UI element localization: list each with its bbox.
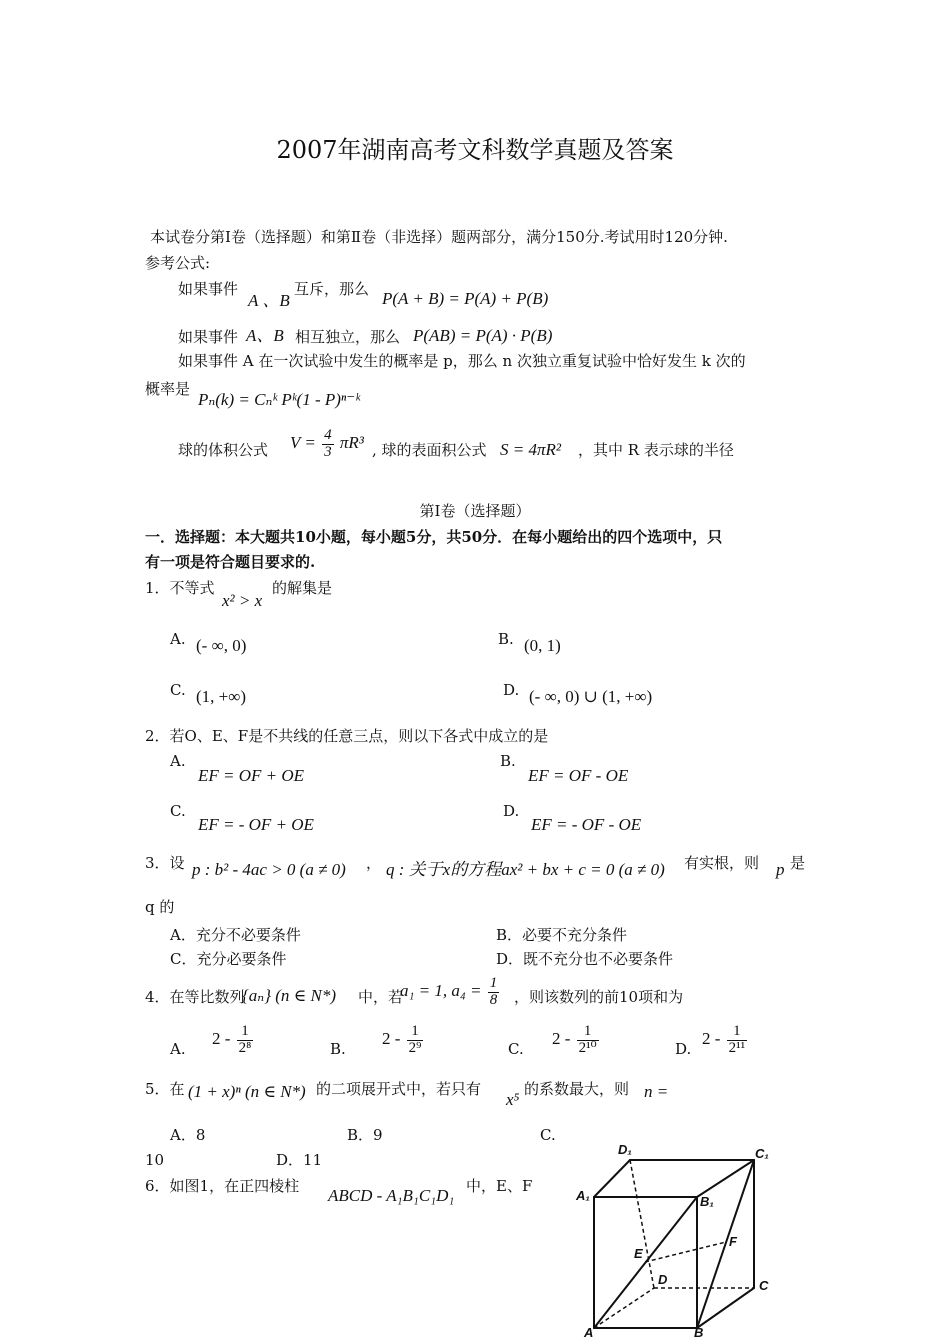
q4-option-b-fraction <box>407 1024 424 1057</box>
q2-option-d-label: D. <box>503 802 520 820</box>
label-b: B <box>694 1325 704 1338</box>
q4-stem: 4．在等比数列 <box>145 988 245 1006</box>
q4-option-c <box>552 1024 601 1057</box>
q4-option-c-fraction <box>577 1024 599 1057</box>
q1-option-c: (1, +∞) <box>196 687 247 706</box>
q4-tail: ，则该数列的前10项和为 <box>514 988 684 1006</box>
fraction-numerator: 4 <box>324 427 332 443</box>
q4-option-c-label: C. <box>508 1040 524 1058</box>
q5-x5: x⁵ <box>506 1090 520 1109</box>
fraction-denominator: 8 <box>489 991 498 1008</box>
q1-option-b-label: B. <box>498 630 514 648</box>
q3-tail: 有实根，则 <box>684 854 760 872</box>
formula3-text: 如果事件 A 在一次试验中发生的概率是 p，那么 n 次独立重复试验中恰好发生 k 次的 <box>178 352 746 370</box>
q4-mid: 中，若 <box>358 988 404 1006</box>
formula4-prefix: 球的体积公式 <box>178 441 269 459</box>
q6-tail: 中，E、F <box>466 1177 533 1195</box>
q2-option-d: EF = - OF - OE <box>531 815 642 834</box>
label-c1: C₁ <box>755 1146 769 1161</box>
section-instructions-line2: 有一项是符合题目要求的. <box>145 553 316 571</box>
q4-option-a-pre: 2 - <box>212 1029 231 1049</box>
q4-condition <box>400 976 501 1009</box>
q1-math: x² > x <box>222 591 263 610</box>
fraction-denominator: 3 <box>324 443 332 460</box>
q4-option-b <box>382 1024 425 1057</box>
q3-option-c: C．充分必要条件 <box>170 950 287 968</box>
intro-line2: 参考公式: <box>145 254 211 272</box>
label-d1: D₁ <box>618 1142 632 1157</box>
q1-option-a-label: A. <box>170 630 186 648</box>
sphere-volume-lhs: V = <box>290 433 316 453</box>
section-instructions-line1: 一．选择题：本大题共10小题，每小题5分，共50分．在每小题给出的四个选项中，只 <box>145 528 723 546</box>
q4-option-a <box>212 1024 255 1057</box>
sphere-surface: S = 4πR² <box>500 440 561 459</box>
q2-option-c: EF = - OF + OE <box>198 815 314 834</box>
formula4-suffix: ，其中 R 表示球的半径 <box>578 441 734 459</box>
q1-option-d: (- ∞, 0) ∪ (1, +∞) <box>529 687 653 706</box>
hidden-edge-a-d <box>594 1288 654 1328</box>
q3-comma: ， <box>366 854 382 872</box>
q2-stem: 2．若O、E、F是不共线的任意三点，则以下各式中成立的是 <box>145 727 549 745</box>
formula2-vars: A、B <box>246 326 284 345</box>
q3-option-a: A．充分不必要条件 <box>170 926 301 944</box>
edge-b-c <box>697 1288 754 1328</box>
q1-option-a: (- ∞, 0) <box>196 636 247 655</box>
edge-b1-c1 <box>697 1160 754 1197</box>
fraction-numerator: 1 <box>489 975 498 991</box>
label-a1: A₁ <box>576 1188 590 1203</box>
q1-option-b: (0, 1) <box>524 636 561 655</box>
sphere-volume-fraction <box>322 428 334 461</box>
q2-option-b: EF = OF - OE <box>528 766 629 785</box>
q1-option-d-label: D. <box>503 681 520 699</box>
label-d: D <box>658 1272 668 1287</box>
fraction-denominator: 2⁹ <box>408 1039 422 1056</box>
q3-stem: 3．设 <box>145 854 185 872</box>
q2-option-b-label: B. <box>500 752 516 770</box>
q6-solid: ABCD - A₁B₁C₁D₁ <box>328 1186 455 1205</box>
q4-fraction <box>488 976 500 1009</box>
formula4-mid: , 球的表面积公式 <box>372 441 487 459</box>
q5-expression: (1 + x)ⁿ (n ∈ N*) <box>188 1082 306 1101</box>
formula1-mid: 互斥，那么 <box>294 280 370 298</box>
fraction-denominator: 2⁸ <box>238 1039 252 1056</box>
q3-p: p : b² - 4ac > 0 (a ≠ 0) <box>192 860 346 879</box>
q4-option-b-pre: 2 - <box>382 1029 401 1049</box>
q3-p-ref: p <box>776 860 785 879</box>
fraction-numerator: 1 <box>577 1024 599 1041</box>
formula3-expr: Pₙ(k) = Cₙᵏ Pᵏ(1 - P)ⁿ⁻ᵏ <box>198 390 361 409</box>
q4-option-d-label: D. <box>675 1040 692 1058</box>
q5-tail: 的系数最大，则 <box>524 1080 630 1098</box>
formula1-vars: A 、B <box>248 291 290 310</box>
formula1-expr: P(A + B) = P(A) + P(B) <box>382 289 549 308</box>
q5-option-d: D．11 <box>276 1151 323 1169</box>
q4-option-d-pre: 2 - <box>702 1029 721 1049</box>
q4-option-d <box>702 1024 749 1057</box>
q4-option-b-label: B. <box>330 1040 346 1058</box>
label-e: E <box>634 1246 643 1261</box>
q5-mid: 的二项展开式中，若只有 <box>316 1080 482 1098</box>
q5-option-c-label: C. <box>540 1126 556 1144</box>
fraction-numerator: 1 <box>407 1024 424 1041</box>
q4-option-c-pre: 2 - <box>552 1029 571 1049</box>
q1-stem: 1．不等式 <box>145 579 215 597</box>
q5-option-a: A．8 <box>170 1126 206 1144</box>
prism-figure <box>572 1138 782 1338</box>
hidden-segment-e-f <box>645 1242 726 1262</box>
label-f: F <box>729 1234 737 1249</box>
edge-a1-d1 <box>594 1160 630 1197</box>
q1-option-c-label: C. <box>170 681 186 699</box>
q6-stem: 6．如图1，在正四棱柱 <box>145 1177 300 1195</box>
diagonal-b-c1 <box>697 1160 754 1328</box>
q4-condition-text: a₁ = 1, a₄ = <box>400 981 482 1001</box>
q2-option-c-label: C. <box>170 802 186 820</box>
q5-n: n = <box>644 1082 669 1101</box>
formula2-prefix: 如果事件 <box>178 328 239 346</box>
sphere-volume-rhs: πR³ <box>339 433 364 453</box>
q3-q: q : 关于x的方程ax² + bx + c = 0 (a ≠ 0) <box>386 860 665 879</box>
q3-shi: 是 <box>790 854 806 872</box>
q5-stem: 5．在 <box>145 1080 185 1098</box>
q1-tail: 的解集是 <box>272 579 333 597</box>
q4-option-d-fraction <box>727 1024 748 1057</box>
fraction-denominator: 2¹¹ <box>728 1039 746 1056</box>
q5-option-b: B．9 <box>347 1126 383 1144</box>
sphere-volume <box>290 428 364 461</box>
q2-option-a: EF = OF + OE <box>198 766 305 785</box>
fraction-numerator: 1 <box>237 1024 254 1041</box>
q3-option-b: B．必要不充分条件 <box>496 926 628 944</box>
formula2-expr: P(AB) = P(A) · P(B) <box>413 326 553 345</box>
section-title: 第Ⅰ卷（选择题） <box>419 502 531 520</box>
hidden-edge-d-d1 <box>630 1160 654 1288</box>
q4-option-a-label: A. <box>170 1040 186 1058</box>
fraction-denominator: 2¹⁰ <box>578 1039 597 1056</box>
formula2-mid: 相互独立，那么 <box>295 328 401 346</box>
intro-line1: 本试卷分第Ⅰ卷（选择题）和第Ⅱ卷（非选择）题两部分，满分150分.考试用时120分钟. <box>150 228 728 246</box>
q4-option-a-fraction <box>237 1024 254 1057</box>
label-c: C <box>759 1278 769 1293</box>
page-title: 2007年湖南高考文科数学真题及答案 <box>276 136 674 164</box>
formula1-prefix: 如果事件 <box>178 280 239 298</box>
q2-option-a-label: A. <box>170 752 186 770</box>
label-a: A <box>584 1325 594 1338</box>
q3-cont: q 的 <box>145 898 175 916</box>
label-b1: B₁ <box>700 1194 714 1209</box>
formula3-cont: 概率是 <box>145 380 191 398</box>
q4-sequence: {aₙ} (n ∈ N*) <box>242 986 336 1005</box>
q3-option-d: D．既不充分也不必要条件 <box>496 950 674 968</box>
q5-option-c-value: 10 <box>145 1151 165 1169</box>
fraction-numerator: 1 <box>727 1024 748 1041</box>
